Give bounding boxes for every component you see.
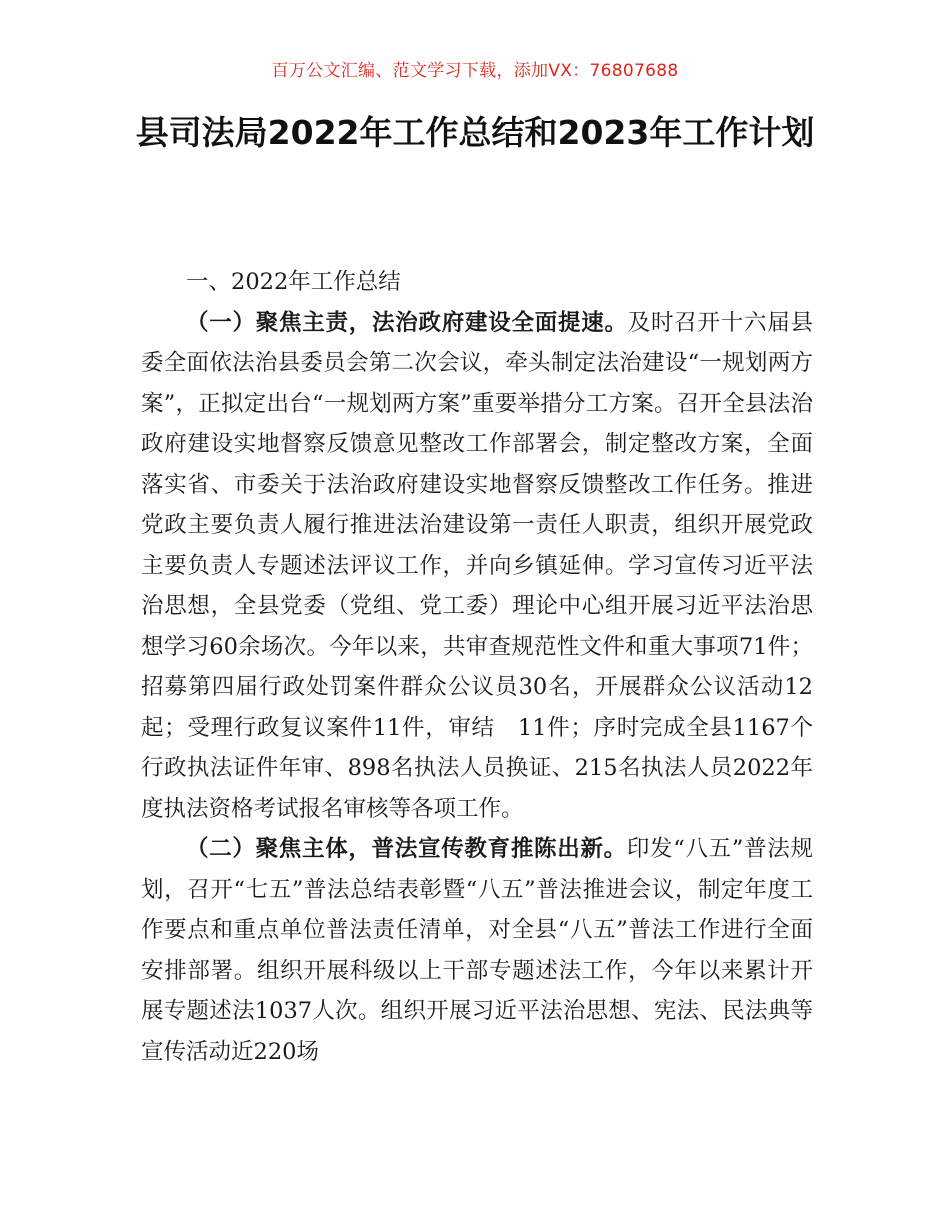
header-watermark-note: 百万公文汇编、范文学习下载，添加VX：76807688: [271, 61, 679, 81]
paragraph-1-text: 及时召开十六届县委全面依法治县委员会第二次会议，牵头制定法治建设“一规划两方案”，正拟定出台“一规划两方案”重要举措分工方案。召开全县法治政府建设实地督察反馈意见整改工作部署会，制定整改方案，全面落实省、市委关于法治政府建设实地督察反馈整改工作任务。推进党政主要负责人履行推进法治建设第一责任人职责，组织开展党政主要负责人专题述法评议工作，并向乡镇延伸。学习宣传习近平法治思想，全县党委（党组、党工委）理论中心组开展习近平法治思想学习60余场次。今年以来，共审查规范性文件和重大事项71件；招募第四届行政处罚案件群众公议员30名，开展群众公议活动12起；受理行政复议案件11件，审结 11件；序时完成全县1167个行政执法证件年审、898名执法人员换证、215名执法人员2022年度执法资格考试报名审核等各项工作。: [141, 309, 813, 822]
document-title: 县司法局2022年工作总结和2023年工作计划: [135, 113, 815, 152]
paragraph-1: [141, 303, 813, 830]
paragraph-1-lead: （一）聚焦主责，法治政府建设全面提速。: [186, 309, 628, 336]
paragraph-2: [141, 829, 813, 1072]
document-body: [141, 262, 813, 1072]
paragraph-2-text: 印发“八五”普法规划，召开“七五”普法总结表彰暨“八五”普法推进会议，制定年度工作要点和重点单位普法责任清单，对全县“八五”普法工作进行全面安排部署。组织开展科级以上干部专题述法工作，今年以来累计开展专题述法1037人次。组织开展习近平法治思想、宪法、民法典等宣传活动近220场: [141, 836, 813, 1065]
paragraph-2-lead: （二）聚焦主体，普法宣传教育推陈出新。: [186, 836, 627, 862]
section-heading: 一、2022年工作总结: [186, 269, 401, 295]
